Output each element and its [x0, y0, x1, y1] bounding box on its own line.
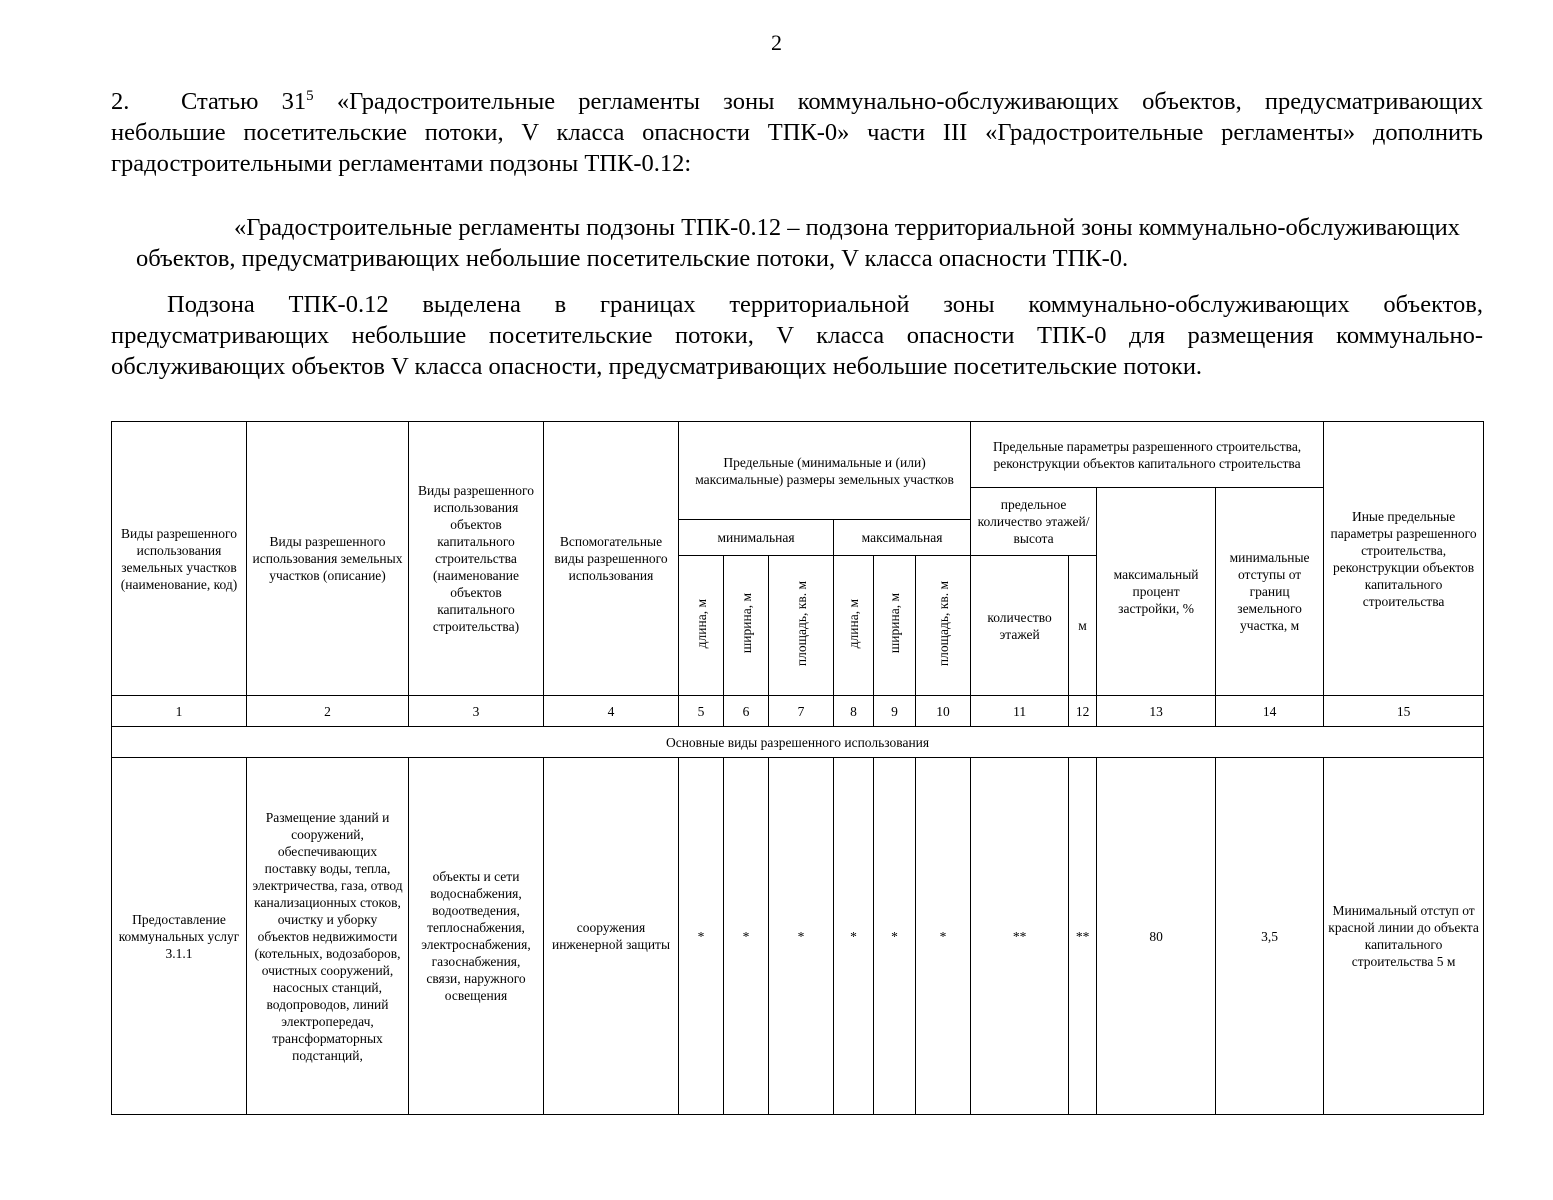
- floors-value: **: [971, 758, 1069, 1115]
- column-number: 9: [874, 696, 916, 727]
- meters-value: **: [1069, 758, 1097, 1115]
- min-width-value: *: [724, 758, 769, 1115]
- column-number: 2: [247, 696, 409, 727]
- other-limits-value: Минимальный отступ от красной линии до объекта капитального строительства 5 м: [1324, 758, 1484, 1115]
- header-meters: м: [1069, 556, 1097, 696]
- paragraph-text-rest: «Градостроительные регламенты зоны коммунально-обслуживающих объектов, предусматривающих небольшие посетительские потоки, V класса опасности ТПК-0» части III «Градостроительные регламенты» дополнить градостроительными регламентами подзоны ТПК-0.12:: [111, 88, 1484, 177]
- column-number: 3: [409, 696, 544, 727]
- header-floors: количество этажей: [971, 556, 1069, 696]
- paragraph-text-start: Статью 31: [181, 88, 307, 115]
- column-number: 12: [1069, 696, 1097, 727]
- item-number: 2.: [111, 88, 130, 115]
- column-number: 8: [834, 696, 874, 727]
- header-land-use-description: Виды разрешенного использования земельных участков (описание): [247, 422, 409, 696]
- land-use-name: Предоставление коммунальных услуг 3.1.1: [112, 758, 247, 1115]
- table-row: [112, 758, 1484, 1115]
- header-min-width: ширина, м: [724, 556, 769, 696]
- superscript: 5: [306, 88, 314, 104]
- header-plot-size-limits: Предельные (минимальные и (или) максимальные) размеры земельных участков: [679, 422, 971, 520]
- column-number: 13: [1097, 696, 1216, 727]
- header-min-area: площадь, кв. м: [769, 556, 834, 696]
- land-use-description: Размещение зданий и сооружений, обеспечивающих поставку воды, тепла, электричества, газа, отвод канализационных стоков, очистку и уборку объектов недвижимости (котельных, водозаборов, очистных сооружений, насосных станций, водопроводов, линий электропередач, трансформаторных подстанций,: [247, 758, 409, 1115]
- header-min-setback: минимальные отступы от границ земельного участка, м: [1216, 488, 1324, 696]
- column-number: 4: [544, 696, 679, 727]
- auxiliary-use: сооружения инженерной защиты: [544, 758, 679, 1115]
- paragraph-subzone-title: «Градостроительные регламенты подзоны ТПК-0.12 – подзона территориальной зоны коммунально-обслуживающих объектов, предусматривающих небольшие посетительские потоки, V класса опасности ТПК-0.: [136, 214, 1460, 272]
- column-number: 6: [724, 696, 769, 727]
- column-number: 7: [769, 696, 834, 727]
- min-length-value: *: [679, 758, 724, 1115]
- header-max-area: площадь, кв. м: [916, 556, 971, 696]
- max-width-value: *: [874, 758, 916, 1115]
- header-maximum: максимальная: [834, 520, 971, 556]
- column-numbers-row: [112, 696, 1484, 727]
- header-construction-limits: Предельные параметры разрешенного строительства, реконструкции объектов капитального строительства: [971, 422, 1324, 488]
- page-number: 2: [771, 30, 782, 55]
- column-number: 11: [971, 696, 1069, 727]
- column-number: 1: [112, 696, 247, 727]
- max-length-value: *: [834, 758, 874, 1115]
- header-land-use-name: Виды разрешенного использования земельных участков (наименование, код): [112, 422, 247, 696]
- min-area-value: *: [769, 758, 834, 1115]
- header-max-length: длина, м: [834, 556, 874, 696]
- regulations-table: [111, 421, 1484, 1115]
- column-number: 14: [1216, 696, 1324, 727]
- paragraph-amendment: [111, 86, 1483, 179]
- header-construction-use: Виды разрешенного использования объектов капитального строительства (наименование объектов капитального строительства): [409, 422, 544, 696]
- construction-use: объекты и сети водоснабжения, водоотведения, теплоснабжения, электроснабжения, газоснабжения, связи, наружного освещения: [409, 758, 544, 1115]
- column-number: 5: [679, 696, 724, 727]
- header-min-length: длина, м: [679, 556, 724, 696]
- header-max-percent: максимальный процент застройки, %: [1097, 488, 1216, 696]
- max-percent-value: 80: [1097, 758, 1216, 1115]
- paragraph-subzone-description: Подзона ТПК-0.12 выделена в границах территориальной зоны коммунально-обслуживающих объектов, предусматривающих небольшие посетительские потоки, V класса опасности ТПК-0 для размещения коммунально-обслуживающих объектов V класса опасности, предусматривающих небольшие посетительские потоки.: [111, 291, 1483, 380]
- header-floors-height: предельное количество этажей/высота: [971, 488, 1097, 556]
- column-number: 10: [916, 696, 971, 727]
- max-area-value: *: [916, 758, 971, 1115]
- header-max-width: ширина, м: [874, 556, 916, 696]
- min-setback-value: 3,5: [1216, 758, 1324, 1115]
- section-title: Основные виды разрешенного использования: [112, 727, 1484, 758]
- column-number: 15: [1324, 696, 1484, 727]
- header-other-limits: Иные предельные параметры разрешенного строительства, реконструкции объектов капитального строительства: [1324, 422, 1484, 696]
- header-auxiliary-use: Вспомогательные виды разрешенного использования: [544, 422, 679, 696]
- header-minimum: минимальная: [679, 520, 834, 556]
